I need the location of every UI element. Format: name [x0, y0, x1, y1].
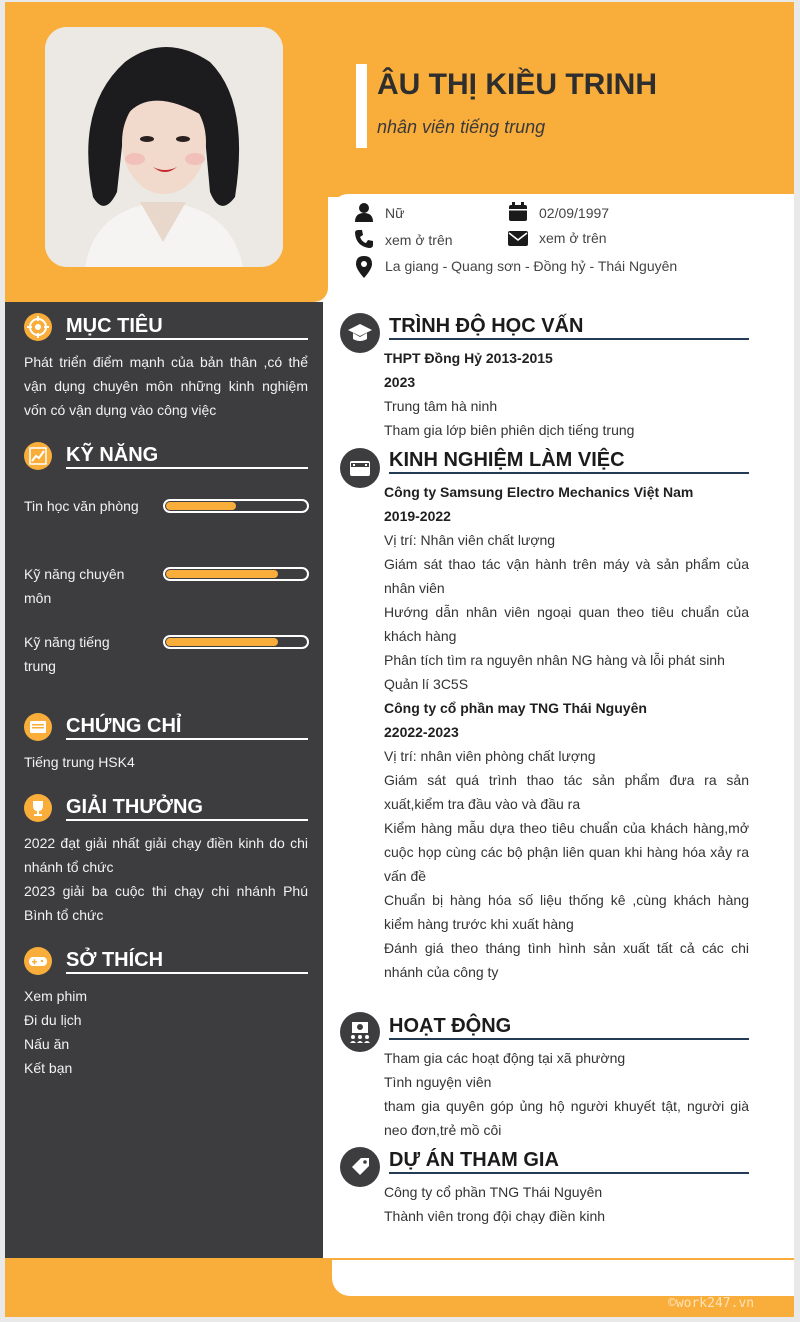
activity-line: tham gia quyên góp ủng hộ người khuyết tật, người già neo đơn,trẻ mồ côi [384, 1098, 749, 1138]
hobby-item: Kết bạn [24, 1060, 73, 1076]
experience-line: Vị trí: nhân viên phòng chất lượng [384, 748, 596, 764]
experience-title: KINH NGHIỆM LÀM VIỆC [389, 449, 625, 471]
certificates-title: CHỨNG CHỈ [66, 715, 182, 737]
skill-label: Kỹ năng tiếng trung [24, 634, 110, 674]
candidate-role: nhân viên tiếng trung [377, 117, 546, 137]
projects-list [384, 1180, 749, 1228]
experience-line: 2019-2022 [384, 508, 451, 524]
skill-bar [163, 567, 309, 581]
experience-list [384, 480, 749, 984]
skill-bar [163, 499, 309, 513]
experience-line: Kiểm hàng mẫu dựa theo tiêu chuẩn của khách hàng,mở cuộc họp cùng các bộ phận liên quan khi hàng hóa xảy ra vấn đề [384, 820, 749, 884]
email-value: xem ở trên [539, 230, 607, 246]
projects-title: DỰ ÁN THAM GIA [389, 1149, 559, 1171]
skill-bar-fill [166, 502, 236, 510]
phone-icon [354, 229, 374, 249]
phone-value: xem ở trên [385, 232, 453, 248]
awards-divider [66, 819, 308, 821]
skill-label: Kỹ năng chuyên môn [24, 566, 125, 606]
award-item: 2022 đạt giải nhất giải chạy điền kinh do chi nhánh tổ chức [24, 835, 308, 875]
trophy-icon [24, 794, 52, 822]
activities-divider [389, 1038, 749, 1040]
skills-divider [66, 467, 308, 469]
education-line: Trung tâm hà ninh [384, 398, 498, 414]
education-divider [389, 338, 749, 340]
tag-icon [340, 1147, 380, 1187]
objective-divider [66, 338, 308, 340]
education-line: 2023 [384, 374, 416, 390]
gender-value: Nữ [385, 205, 405, 221]
hobby-item: Đi du lịch [24, 1012, 82, 1028]
hobby-item: Xem phim [24, 988, 88, 1004]
name-accent-bar [356, 64, 367, 148]
objective-title: MỤC TIÊU [66, 315, 163, 337]
hobbies-divider [66, 972, 308, 974]
experience-line: Giám sát quá trình thao tác sản phẩm đưa ra sản xuất,kiểm tra đầu vào và đầu ra [384, 772, 749, 812]
objective-text: Phát triển điểm mạnh của bản thân ,có thể vận dụng chuyên môn những kinh nghiệm vốn có vận dụng vào công việc [24, 354, 308, 418]
graduation-cap-icon [340, 313, 380, 353]
experience-line: Phân tích tìm ra nguyên nhân NG hàng và lỗi phát sinh [384, 652, 725, 668]
certificate-icon [24, 713, 52, 741]
experience-line: Công ty Samsung Electro Mechanics Việt Nam [384, 484, 694, 500]
activities-list [384, 1046, 749, 1142]
projects-divider [389, 1172, 749, 1174]
address-value: La giang - Quang sơn - Đồng hỷ - Thái Nguyên [385, 258, 678, 274]
experience-line: Chuẩn bị hàng hóa số liệu thống kê ,cùng khách hàng kiểm hàng trước khi xuất hàng [384, 892, 749, 932]
skill-label: Tin học văn phòng [24, 498, 139, 514]
experience-line: Giám sát thao tác vận hành trên máy và sản phẩm của nhân viên [384, 556, 749, 596]
presentation-icon [340, 1012, 380, 1052]
skill-bar-fill [166, 570, 278, 578]
experience-line: Hướng dẫn nhân viên ngoại quan theo tiêu chuẩn của khách hàng [384, 604, 749, 644]
education-title: TRÌNH ĐỘ HỌC VẤN [389, 315, 584, 337]
award-item: 2023 giải ba cuộc thi chạy chi nhánh Phú Bình tổ chức [24, 883, 308, 923]
activities-title: HOẠT ĐỘNG [389, 1015, 512, 1037]
experience-line: Vị trí: Nhân viên chất lượng [384, 532, 556, 548]
activity-line: Tình nguyện viên [384, 1074, 492, 1090]
experience-line: Công ty cổ phần may TNG Thái Nguyên [384, 700, 647, 716]
chart-icon [24, 442, 52, 470]
activity-line: Tham gia các hoạt động tại xã phường [384, 1050, 626, 1066]
calendar-icon [508, 202, 528, 222]
experience-line: Đánh giá theo tháng tình hình sản xuất tất cả các chi nhánh của công ty [384, 940, 749, 980]
education-list [384, 346, 749, 442]
profile-photo [45, 27, 283, 267]
target-icon [24, 313, 52, 341]
skill-bar-fill [166, 638, 278, 646]
certificates-divider [66, 738, 308, 740]
project-line: Công ty cổ phần TNG Thái Nguyên [384, 1184, 603, 1200]
education-line: Tham gia lớp biên phiên dịch tiếng trung [384, 422, 635, 438]
certificate-item: Tiếng trung HSK4 [24, 754, 135, 770]
watermark: ©work247.vn [668, 1296, 755, 1311]
hobbies-title: SỞ THÍCH [66, 949, 164, 971]
experience-line: Quản lí 3C5S [384, 676, 469, 692]
photo-block [5, 2, 328, 302]
gamepad-icon [24, 947, 52, 975]
awards-title: GIẢI THƯỞNG [66, 796, 203, 818]
candidate-name: ÂU THỊ KIỀU TRINH [377, 68, 657, 101]
skill-bar [163, 635, 309, 649]
skills-title: KỸ NĂNG [66, 444, 159, 466]
email-icon [508, 230, 528, 247]
briefcase-icon [340, 448, 380, 488]
dob-value: 02/09/1997 [539, 205, 610, 221]
person-icon [354, 202, 374, 222]
education-line: THPT Đồng Hỷ 2013-2015 [384, 350, 553, 366]
experience-line: 22022-2023 [384, 724, 459, 740]
footer-card [332, 1260, 794, 1296]
location-icon [356, 256, 372, 278]
hobby-item: Nấu ăn [24, 1036, 70, 1052]
project-line: Thành viên trong đội chạy điền kinh [384, 1208, 606, 1224]
resume-page [5, 2, 794, 1317]
experience-divider [389, 472, 749, 474]
